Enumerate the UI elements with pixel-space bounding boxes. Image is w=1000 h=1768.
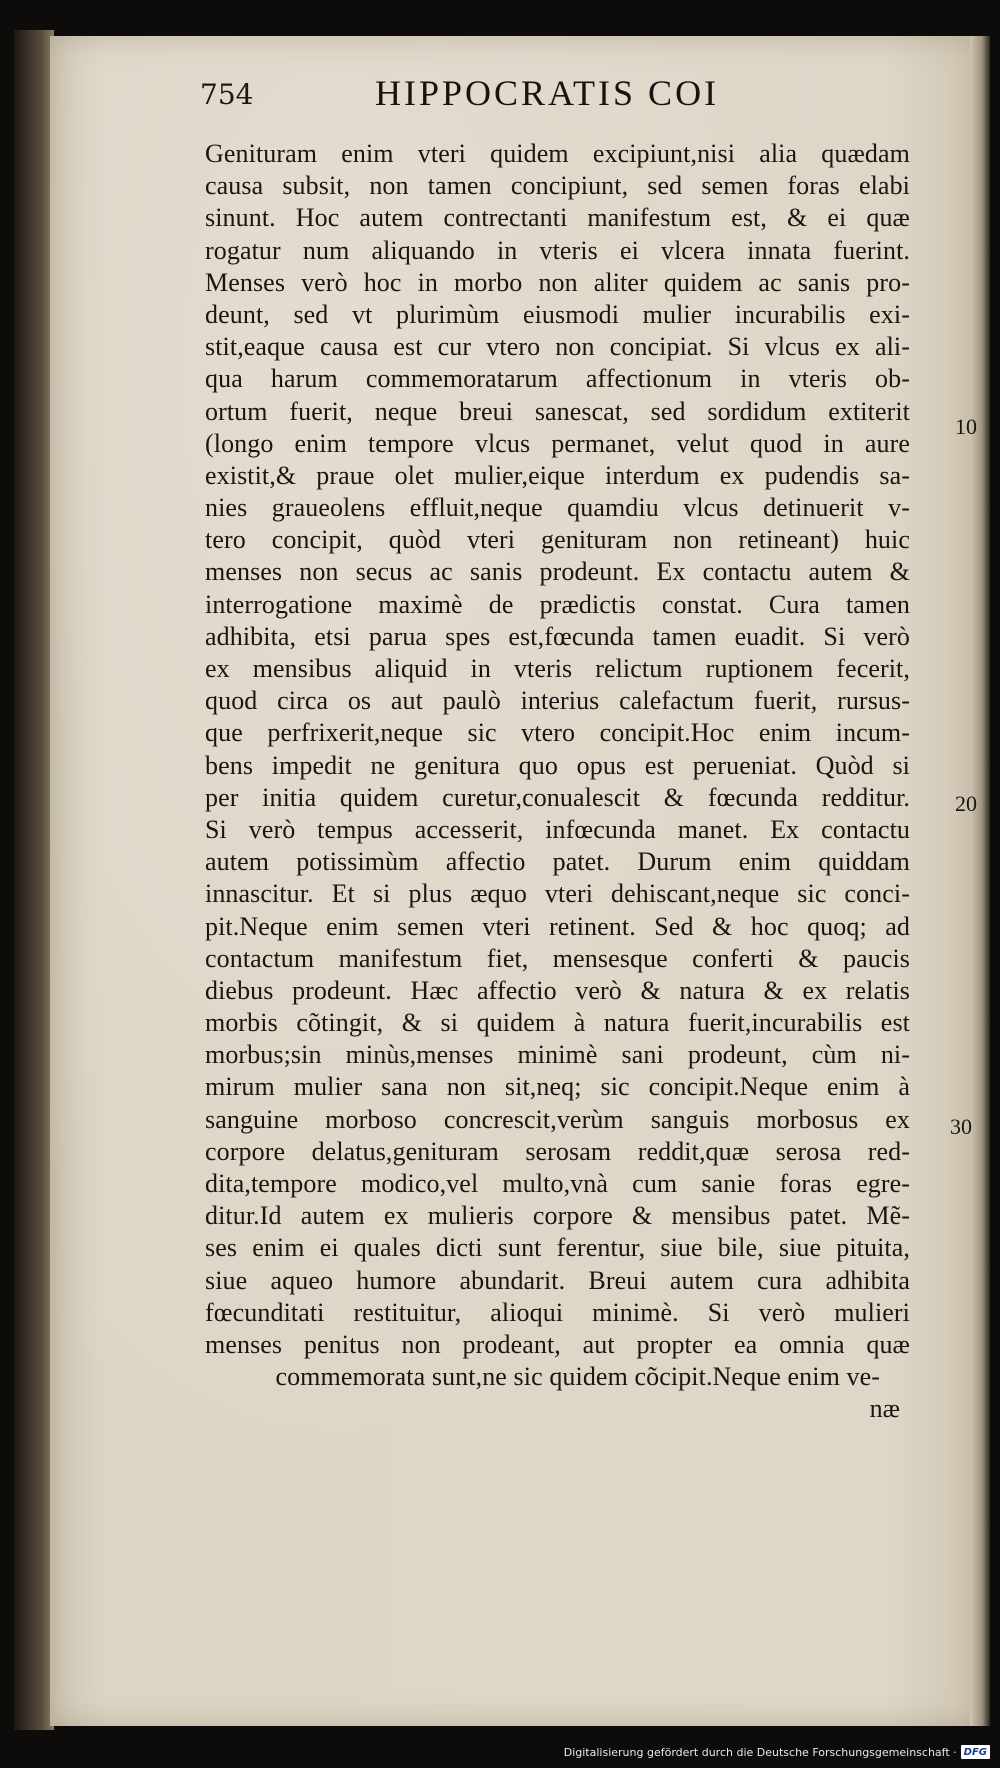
text-line: existit,& praue olet mulier,eique interdum ex pudendis sa-: [205, 460, 910, 490]
text-line: ditur.Id autem ex mulieris corpore & mensibus patet. Mẽ-: [205, 1201, 910, 1231]
page-number: 754: [200, 78, 254, 111]
text-line: fœcunditati restituitur, alioqui minimè. Si verò mulieri: [205, 1297, 910, 1327]
text-line: diebus prodeunt. Hæc affectio verò & natura & ex relatis: [205, 975, 910, 1005]
margin-number-30: 30: [950, 1114, 972, 1139]
text-line: corpore delatus,genituram serosam reddit,quæ serosa red-: [205, 1136, 910, 1166]
text-line: ses enim ei quales dicti sunt ferentur, siue bile, siue pituita,: [205, 1233, 910, 1263]
margin-number-20: 20: [955, 791, 977, 816]
text-line: autem potissimùm affectio patet. Durum enim quiddam: [205, 847, 910, 877]
dfg-logo: DFG: [961, 1745, 990, 1759]
page-edge: [970, 36, 990, 1726]
text-line: rogatur num aliquando in vteris ei vlcera innata fuerint.: [205, 235, 910, 265]
text-line: bens impedit ne genitura quo opus est perueniat. Quòd si: [205, 750, 910, 780]
text-line: quod circa os aut paulò interius calefactum fuerit, rursus-: [205, 686, 910, 716]
text-line: Menses verò hoc in morbo non aliter quidem ac sanis pro-: [205, 267, 910, 297]
text-line: pit.Neque enim semen vteri retinent. Sed & hoc quoq; ad: [205, 911, 910, 941]
text-line: ex mensibus aliquid in vteris relictum ruptionem fecerit,: [205, 654, 910, 683]
text-line: mirum mulier sana non sit,neq; sic concipit.Neque enim à: [205, 1072, 910, 1102]
footer-credit: [564, 1742, 990, 1762]
text-line: (longo enim tempore vlcus permanet, velut quod in aure: [205, 428, 910, 458]
text-line: sanguine morboso concrescit,verùm sanguis morbosus ex: [205, 1104, 910, 1134]
text-line: per initia quidem curetur,conualescit & fœcunda redditur.: [205, 782, 910, 812]
margin-number-10: 10: [955, 414, 977, 439]
catchword: næ: [869, 1394, 900, 1424]
text-line: siue aqueo humore abundarit. Breui autem cura adhibita: [205, 1265, 910, 1295]
text-line: ortum fuerit, neque breui sanescat, sed sordidum extiterit: [205, 396, 910, 426]
text-line: menses non secus ac sanis prodeunt. Ex contactu autem &: [205, 557, 910, 587]
text-line: contactum manifestum fiet, mensesque conferti & paucis: [205, 943, 910, 973]
footer-credit-text: Digitalisierung gefördert durch die Deutsche Forschungsgemeinschaft ·: [563, 1745, 957, 1759]
text-line: interrogatione maximè de prædictis constat. Cura tamen: [205, 589, 910, 619]
text-line: nies graueolens effluit,neque quamdiu vlcus detinuerit v-: [205, 493, 910, 523]
running-title: HIPPOCRATIS COI: [375, 73, 720, 113]
text-line: menses penitus non prodeant, aut propter ea omnia quæ: [205, 1329, 910, 1359]
book-spine-shadow: [14, 30, 54, 1730]
text-line: Si verò tempus accesserit, infœcunda manet. Ex contactu: [205, 814, 910, 844]
text-line: stit,eaque causa est cur vtero non concipiat. Si vlcus ex ali-: [205, 332, 910, 362]
text-line: causa subsit, non tamen concipiunt, sed semen foras elabi: [205, 171, 910, 201]
body-text: [205, 138, 910, 1425]
text-line: dita,tempore modico,vel multo,vnà cum sanie foras egre-: [205, 1169, 910, 1198]
text-line: deunt, sed vt plurimùm eiusmodi mulier incurabilis exi-: [205, 299, 910, 329]
running-head: [200, 70, 960, 130]
text-line: Genituram enim vteri quidem excipiunt,nisi alia quædam: [205, 139, 910, 168]
text-line: tero concipit, quòd vteri genituram non retineant) huic: [205, 525, 910, 555]
text-line: sinunt. Hoc autem contrectanti manifestum est, & ei quæ: [205, 203, 910, 233]
text-line: commemorata sunt,ne sic quidem cõcipit.Neque enim ve-: [275, 1362, 880, 1392]
text-line: morbis cõtingit, & si quidem à natura fuerit,incurabilis est: [205, 1008, 910, 1038]
text-line: adhibita, etsi parua spes est,fœcunda tamen euadit. Si verò: [205, 621, 910, 651]
text-line: que perfrixerit,neque sic vtero concipit.Hoc enim incum-: [205, 718, 910, 748]
text-line: innascitur. Et si plus æquo vteri dehiscant,neque sic conci-: [205, 879, 910, 909]
text-line: qua harum commemoratarum affectionum in vteris ob-: [205, 364, 910, 394]
text-line: morbus;sin minùs,menses minimè sani prodeunt, cùm ni-: [205, 1040, 910, 1070]
